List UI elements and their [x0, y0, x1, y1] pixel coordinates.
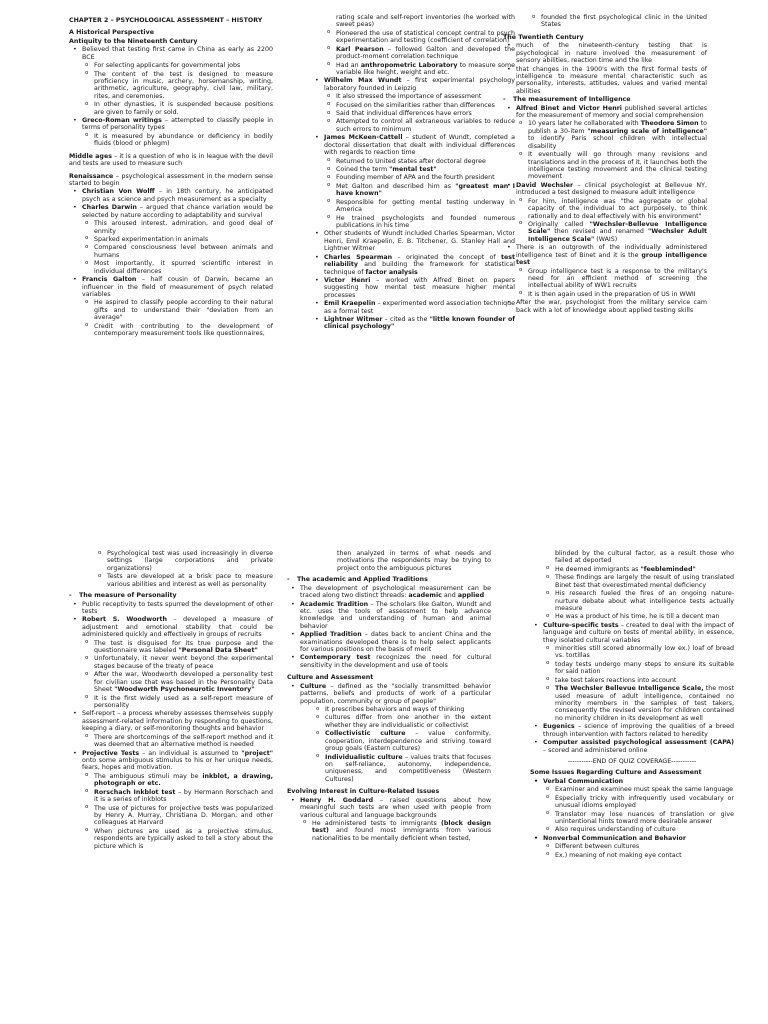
list-item: • Christian Von Wolff – in 18th century, he anticipated psych as a science and psych measurement as a specialty — [69, 188, 273, 203]
list-item: o The test is disguised for its true purpose and the questionnaire was labeled "Personal Data Sheet" — [82, 640, 273, 655]
list-item: • Robert S. Woodworth – developed a measure of adjustment and emotional stability that could be administered quickly and effectively in groups of recruits — [69, 616, 273, 638]
list-item: o His research fueled the fires of an ongoing nature-nurture debate about what intelligence tests actually measure — [543, 590, 734, 612]
list-item: o Focused on the similarities rather than differences — [324, 102, 515, 109]
list-item: • David Wechsler – clinical psychologist at Bellevue NY, introduced a test designed to measure adult intelligence — [503, 182, 707, 197]
list-item: o These findings are largely the result of using translated Binet test that overestimated mental deficiency — [543, 574, 734, 589]
list-item: o Unfortunately, it never went beyond the experimental stages because of the treaty of peace — [82, 655, 273, 670]
list-item: o It eventually will go through many revisions and translations and in the process of it, it launches both the intelligence testing movement and the clinical testing movement — [516, 151, 707, 181]
list-item: o Different between cultures — [543, 843, 734, 850]
list-item: • Believed that testing first came in China as early as 2200 BCE — [69, 46, 273, 61]
list-item: o He administered tests to immigrants (block design test) and found most immigrants from various nationalities to be mentally deficient when tested, — [300, 820, 491, 842]
list-item: o It is measured by abundance or deficiency in bodily fluids (blood or phlegm) — [82, 133, 273, 148]
list-item: o Group intelligence test is a response to the military's need for an efficient method of screening the intellectual ability of WW1 recruits — [516, 268, 707, 290]
list-item: o After the war, Woodworth developed a personality test for civilian use that was based in the Personality Data Sheet "Woodworth Psychoneurotic Inventory" — [82, 671, 273, 693]
list-item: • Self-report – a process whereby assesses themselves supply assessment-related information by responding to questions, keeping a diary, or self-monitoring thoughts and behavior — [69, 710, 273, 732]
chapter-title: CHAPTER 2 – PSYCHOLOGICAL ASSESSMENT – HISTORY — [69, 17, 263, 24]
list-item: o Translator may lose nuances of translation or give unintentional hints toward more desirable answer — [543, 811, 734, 826]
list-item: • The development of psychological measurement can be traced along two distinct threads: academic and applied — [287, 585, 491, 600]
section-heading: Evolving Interest in Culture-Related Issues — [287, 788, 440, 796]
list-item: • Wilhelm Max Wundt – first experimental psychology laboratory founded in Leipzig — [311, 77, 515, 92]
section-heading: A Historical Perspective — [69, 29, 154, 37]
section-heading: - The measurement of Intelligence — [503, 96, 707, 103]
list-item: • much of the nineteenth-century testing that is psychological in nature involved the measurement of sensory abilities, reaction time and the like — [503, 42, 707, 64]
section-heading: - The measure of Personality — [69, 592, 273, 599]
list-item: o The ambiguous stimuli may be inkblot, a drawing, photograph or etc. — [82, 773, 273, 788]
list-item: • There is an outgrowth of the individually administered intelligence test of Binet and it is the group intelligence test — [503, 244, 707, 266]
list-item: • Lightner Witmer – cited as the "little known founder of clinical psychology" — [311, 316, 515, 331]
list-item: • Alfred Binet and Victor Henri published several articles for the measurement of memory and social comprehension — [503, 105, 707, 120]
list-item: o 10 years later he collaborated with Theodore Simon to publish a 30-item "measuring scale of intelligence" to identify Paris school children with intellectual disability — [516, 120, 707, 150]
list-item: o today tests undergo many steps to ensure its suitable for said nation — [543, 661, 734, 676]
page1-column-1 — [69, 14, 273, 434]
paragraph: Middle ages – it is a question of who is in league with the devil and tests are used to measure such — [69, 152, 273, 168]
page1-column-2 — [311, 14, 515, 434]
list-item: • Public receptivity to tests spurred the development of other tests — [69, 601, 273, 616]
list-item: o Rorschach Inkblot test – by Hermann Rorschach and it is a series of inkblots — [82, 789, 273, 804]
page1-column-3 — [503, 14, 707, 434]
page2-column-2 — [287, 550, 491, 1020]
list-item: • Victor Henri – worked with Alfred Binet on papers suggesting how mental test measure higher mental processes — [311, 277, 515, 299]
list-item: o Collectivistic culture – value conformity, cooperation, interdependence and striving toward group goals (Eastern cultures) — [313, 730, 491, 752]
list-item: o Met Galton and described him as "greatest man I have known" — [324, 183, 515, 198]
list-item: • Projective Tests – an individual is assumed to "project" onto some ambiguous stimulus to his or her unique needs, fears, hopes and motivation. — [69, 750, 273, 772]
list-item: o minorities still scored abnormally low ex.) loaf of bread vs. tortillas — [543, 645, 734, 660]
list-item: o In other dynasties, it is suspended because positions are given to family or sold. — [82, 101, 273, 116]
list-item: o There are shortcomings of the self-report method and it was deemed that an alternative method is needed — [82, 734, 273, 749]
document-page-2 — [0, 512, 768, 1024]
list-item: • Other students of Wundt included Charles Spearman, Victor Henri, Emil Kraepelin, E. B. Titchener, G. Stanley Hall and Lightner Witmer — [311, 230, 515, 252]
list-item: o founded the first psychological clinic in the United States — [529, 14, 707, 29]
list-item: o Credit with contributing to the development of contemporary measurement tools like questionnaires, — [82, 323, 273, 338]
list-item: • that changes in the 1900's with the first formal tests of intelligence to measure mental characteristic such as personality, interests, attitudes, values and varied mental abilities — [503, 66, 707, 96]
list-item: o Ex.) meaning of not making eye contact — [543, 852, 734, 859]
list-item: o Individualistic culture – values traits that focuses on self-reliance, autonomy, independence, uniqueness, and competitiveness (Western Cultures) — [313, 754, 491, 784]
list-item: • Applied Tradition – dates back to ancient China and the examinations developed there is to help select applicants for various positions on the basis of merit — [287, 631, 491, 653]
list-item: • Culture-specific tests – created to deal with the impact of language and culture on tests of mental ability, in essence, they isolated cultural variables — [530, 622, 734, 644]
paragraph: rating scale and self-report inventories (he worked with sweet peas) — [336, 14, 515, 29]
list-item: • Charles Darwin – argued that chance variation would be selected by nature according to adaptability and survival — [69, 204, 273, 219]
list-item: • Henry H. Goddard – raised questions about how meaningful such tests are when used with people from various cultural and language backgrounds — [287, 797, 491, 819]
list-item: o Had an anthropometric Laboratory to measure some variable like height, weight and etc. — [324, 62, 515, 77]
list-item: o Said that individual differences have errors — [324, 110, 515, 117]
list-item: • Academic Tradition – The scholars like Galton, Wundt and etc. uses the tools of assessment to help advance knowledge and understanding of human and animal behavior — [287, 601, 491, 631]
list-item: • Computer assisted psychological assessment (CAPA) – scored and administered online — [530, 739, 734, 754]
list-item: o The Wechsler Bellevue Intelligence Scale, the most used measure of adult intelligence, contained no minority members in the samples of test takers, consequently the revised version for children contained no minority children in its development as well — [543, 685, 734, 722]
list-item: o The content of the test is designed to measure proficiency in music, archery, horsemanship, writing, arithmetic, agriculture, geography, civil law, military, rites, and ceremonies. — [82, 71, 273, 101]
list-item: o Also requires understanding of culture — [543, 826, 734, 833]
paragraph: blinded by the cultural factor, as a result those who failed at deported — [555, 550, 734, 565]
section-heading: Some Issues Regarding Culture and Assessment — [530, 769, 702, 777]
page2-column-1 — [69, 550, 273, 1020]
list-item: o When pictures are used as a projective stimulus, respondents are typically asked to tell a story about the picture which is — [82, 828, 273, 850]
list-item: • James McKeen-Cattell – student of Wundt, completed a doctoral dissertation that dealt with individual differences with regards to reaction time — [311, 134, 515, 156]
list-item: o Returned to United states after doctoral degree — [324, 158, 515, 165]
list-item: o Compared consciousness level between animals and humans — [82, 244, 273, 259]
list-item: o It is the first widely used as a self-report measure of personality — [82, 695, 273, 710]
list-item: • After the war, psychologist from the military service cam back with a lot of knowledge about applied testing skills — [503, 299, 707, 314]
list-item: o Tests are developed at a brisk pace to measure various abilities and interest as well as personality — [95, 573, 273, 588]
list-item: o Responsible for getting mental testing underway in America — [324, 199, 515, 214]
list-item: o He aspired to classify people according to their natural gifts and to understand their "deviation from an average" — [82, 299, 273, 321]
list-item: o Examiner and examinee must speak the same language — [543, 786, 734, 793]
list-item: o Coined the term "mental test" — [324, 166, 515, 173]
list-item: o Psychological test was used increasingly in diverse settings (large corporations and private organizations) — [95, 550, 273, 572]
list-item: • Greco-Roman writings – attempted to classify people in terms of personality types — [69, 117, 273, 132]
list-item: o cultures differ from one another in the extent whether they are individualistic or collectivist — [313, 714, 491, 729]
list-item: • Charles Spearman – originated the concept of test reliability and building the framework for statistical technique of factor analysis — [311, 254, 515, 276]
list-item: o The use of pictures for projective tests was popularized by Henry A. Murray, Christiana D. Morgan, and other colleagues at Harvard — [82, 805, 273, 827]
section-heading: Antiquity to the Nineteenth Century — [69, 37, 198, 45]
list-item: o He deemed immigrants as "feebleminded" — [543, 566, 734, 573]
end-quiz-divider: -----------END OF QUIZ COVERAGE----------- — [567, 757, 697, 765]
page2-column-3 — [530, 550, 734, 1020]
paragraph: then analyzed in terms of what needs and motivations the respondents may be trying to project onto the ambiguous pictures — [337, 550, 491, 572]
list-item: • Eugenics – science of improving the qualities of a breed through intervention with factors related to heredity — [530, 723, 734, 738]
list-item: o For selecting applicants for governmental jobs — [82, 62, 273, 69]
list-item: • Emil Kraepelin – experimented word association technique as a formal test — [311, 300, 515, 315]
list-item: o It also stressed the importance of assessment — [324, 93, 515, 100]
list-item: • Francis Galton – half cousin of Darwin, became an influencer in the field of measurement of psych related variables — [69, 276, 273, 298]
list-item: • Contemporary test recognizes the need for cultural sensitivity in the development and use of tools — [287, 654, 491, 669]
section-heading: The Twentieth Century — [503, 33, 584, 41]
list-item: o Originally called "Wechsler-Bellevue Intelligence Scale" then revised and renamed "Wechsler Adult Intelligence Scale" (WAIS) — [516, 221, 707, 243]
list-item: o It is then again used in the preparation of US in WWII — [516, 291, 707, 298]
list-item: o Attempted to control all extraneous variables to reduce such errors to minimum — [324, 118, 515, 133]
list-item: o Sparked experimentation in animals — [82, 236, 273, 243]
list-item: o Founding member of APA and the fourth president — [324, 174, 515, 181]
section-heading: - The academic and Applied Traditions — [287, 576, 491, 583]
list-item: o He was a product of his time, he is till a decent man — [543, 613, 734, 620]
list-item: o Pioneered the use of statistical concept central to psych experimentation and testing (coefficient of correlation) — [324, 30, 515, 45]
list-item: o Most importantly, it spurred scientific interest in individual differences — [82, 260, 273, 275]
list-item: • Nonverbal Communication and Behavior — [530, 835, 734, 842]
list-item: o This aroused interest, admiration, and good deal of enmity — [82, 220, 273, 235]
paragraph: Renaissance – psychological assessment in the modern sense started to begin — [69, 172, 273, 188]
list-item: o Especially tricky with infrequently used vocabulary or unusual idioms employed — [543, 795, 734, 810]
list-item: • Culture – defined as the "socially transmitted behavior patterns, beliefs and products of work of a particular population, community or group of people" — [287, 683, 491, 705]
list-item: o For him, intelligence was "the aggregate or global capacity of the individual to act purposely, to think rationally and to deal effectively with his environment" — [516, 198, 707, 220]
list-item: o He trained psychologists and founded numerous publications in his time — [324, 215, 515, 230]
list-item: o take test takers reactions into account — [543, 677, 734, 684]
section-heading: Culture and Assessment — [287, 674, 374, 682]
list-item: o It prescribes behaviors and ways of thinking — [313, 706, 491, 713]
list-item: • Verbal Communication — [530, 778, 734, 785]
list-item: o Karl Pearson – followed Galton and developed the product-moment correlation technique — [324, 46, 515, 61]
